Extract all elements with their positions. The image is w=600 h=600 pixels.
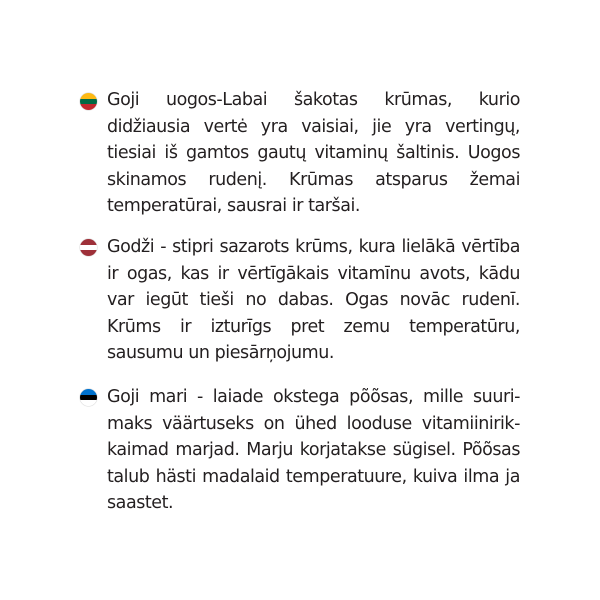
- entry-text: Goji uogos-Labai šakotas krūmas, kurio didžiausia vertė yra vaisiai, jie yra vertingų, tiesiai iš gamtos gautų vitaminų šaltinis. Uogos skinamos rudenį. Krūmas atsparus žemai temperatūrai, sausrai ir taršai.: [107, 90, 520, 216]
- entry-text: Godži - stipri sazarots krūms, kura lielākā vērtība ir ogas, kas ir vērtīgākais vitamīnu avots, kādu var iegūt tieši no dabas. Ogas novāc rudenī. Krūms ir izturīgs pret zemu temperatūru, sausumu un piesārņojumu.: [107, 237, 520, 363]
- flag-stripe: [80, 400, 97, 406]
- estonia-flag-icon: [80, 389, 97, 406]
- latvia-flag-icon: [80, 239, 97, 256]
- lithuania-flag-icon: [80, 93, 97, 110]
- entry-text: Goji mari - laiade okstega põõsas, mille suuri-maks väärtuseks on ühed looduse vitamiinirik-kaimad marjad. Marju korjatakse sügisel. Põõsas talub hästi madalaid temperatuure, kuiva ilma ja saastet.: [107, 387, 520, 513]
- flag-stripe: [80, 250, 97, 256]
- flag-stripe: [80, 104, 97, 110]
